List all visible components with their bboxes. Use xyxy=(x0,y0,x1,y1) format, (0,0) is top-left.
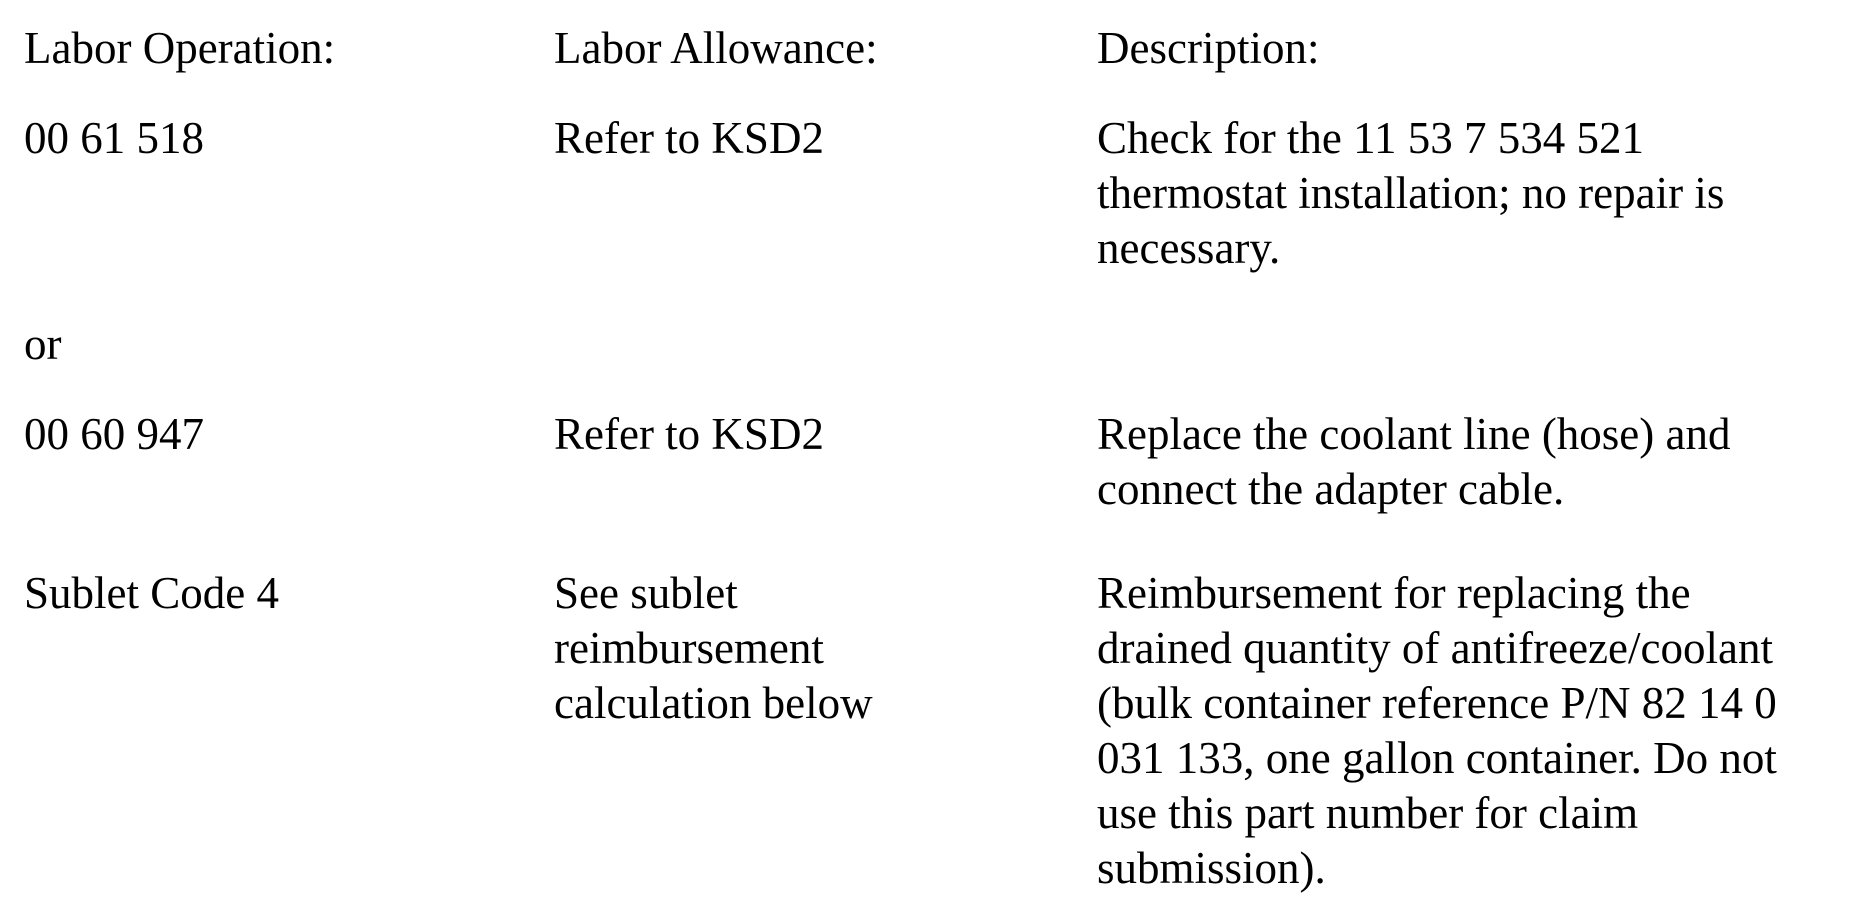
labor-operation-code: Sublet Code 4 xyxy=(24,568,279,618)
description-line: (bulk container reference P/N 82 14 0 xyxy=(1097,678,1777,728)
description-line: connect the adapter cable. xyxy=(1097,464,1565,514)
description-line: use this part number for claim xyxy=(1097,788,1639,838)
labor-operation-code: 00 60 947 xyxy=(24,409,204,459)
header-description: Description: xyxy=(1097,23,1320,73)
labor-operation-code: 00 61 518 xyxy=(24,113,204,163)
description-line: drained quantity of antifreeze/coolant xyxy=(1097,623,1773,673)
header-labor-allowance: Labor Allowance: xyxy=(554,23,878,73)
description-text xyxy=(1097,566,1777,896)
description-line: Reimbursement for replacing the xyxy=(1097,568,1691,618)
labor-allowance-text xyxy=(554,566,873,731)
or-separator: or xyxy=(24,319,62,369)
description-text xyxy=(1097,111,1724,276)
description-line: Replace the coolant line (hose) and xyxy=(1097,409,1731,459)
labor-allowance-line: reimbursement xyxy=(554,623,824,673)
description-line: 031 133, one gallon container. Do not xyxy=(1097,733,1777,783)
labor-allowance-text: Refer to KSD2 xyxy=(554,113,824,163)
description-line: necessary. xyxy=(1097,223,1281,273)
labor-allowance-line: See sublet xyxy=(554,568,738,618)
description-text xyxy=(1097,407,1731,517)
header-labor-operation: Labor Operation: xyxy=(24,23,336,73)
description-line: Check for the 11 53 7 534 521 xyxy=(1097,113,1644,163)
description-line: thermostat installation; no repair is xyxy=(1097,168,1725,218)
labor-allowance-text: Refer to KSD2 xyxy=(554,409,824,459)
description-line: submission). xyxy=(1097,843,1326,893)
labor-allowance-line: calculation below xyxy=(554,678,873,728)
